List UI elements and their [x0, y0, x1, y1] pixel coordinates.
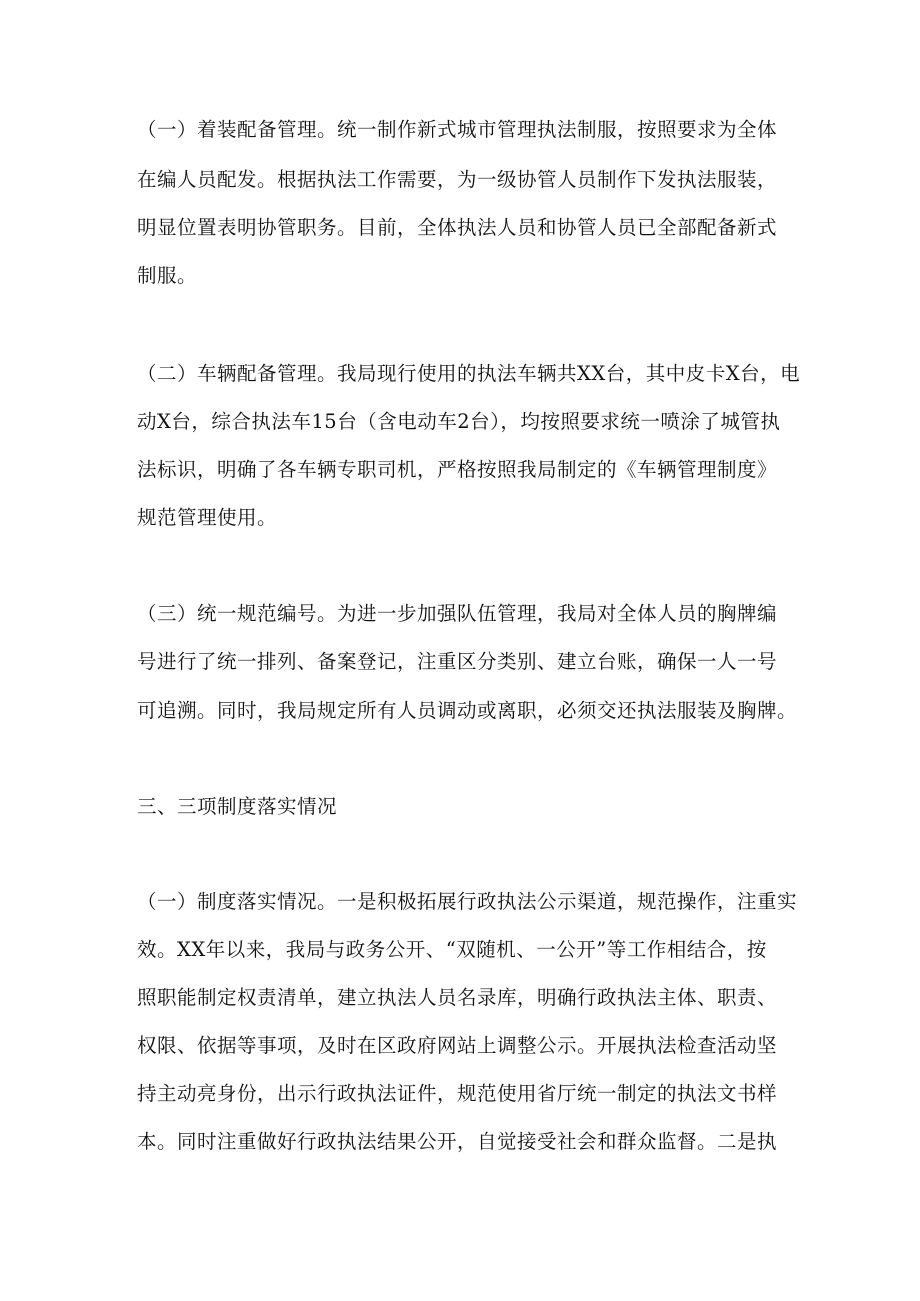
text-line: 规范管理使用。 [137, 506, 278, 529]
text-line: 在编人员配发。根据执法工作需要，为一级协管人员制作下发执法服装， [137, 168, 778, 191]
text-line: （一）着装配备管理。统一制作新式城市管理执法制服，按照要求为全体 [137, 118, 778, 141]
text-line: 本。同时注重做好行政执法结果公开，自觉接受社会和群众监督。二是执 [137, 1130, 778, 1153]
text-line: （三）统一规范编号。为进一步加强队伍管理，我局对全体人员的胸牌编 [137, 602, 778, 625]
text-line: （一）制度落实情况。一是积极拓展行政执法公示渠道，规范操作，注重实 [137, 890, 798, 913]
text-line: 效。XX年以来，我局与政务公开、“双随机、一公开”等工作相结合，按 [137, 938, 767, 961]
text-line: 照职能制定权责清单，建立执法人员名录库，明确行政执法主体、职责、 [137, 986, 778, 1009]
text-line: 可追溯。同时，我局规定所有人员调动或离职，必须交还执法服装及胸牌。 [137, 699, 798, 722]
text-line: 明显位置表明协管职务。目前，全体执法人员和协管人员已全部配备新式 [137, 216, 778, 239]
text-line: （二）车辆配备管理。我局现行使用的执法车辆共XX台，其中皮卡X台，电 [137, 362, 801, 385]
text-line: 权限、依据等事项，及时在区政府网站上调整公示。开展执法检查活动坚 [137, 1034, 778, 1057]
text-line: 制服。 [137, 264, 198, 287]
text-line: 动X台，综合执法车15台（含电动车2台），均按照要求统一喷涂了城管执 [137, 410, 781, 433]
text-line: 法标识，明确了各车辆专职司机，严格按照我局制定的《车辆管理制度》 [137, 458, 778, 481]
section-title: 三、三项制度落实情况 [137, 795, 338, 818]
text-line: 号进行了统一排列、备案登记，注重区分类别、建立台账，确保一人一号 [137, 650, 778, 673]
text-line: 持主动亮身份，出示行政执法证件，规范使用省厅统一制定的执法文书样 [137, 1082, 778, 1105]
